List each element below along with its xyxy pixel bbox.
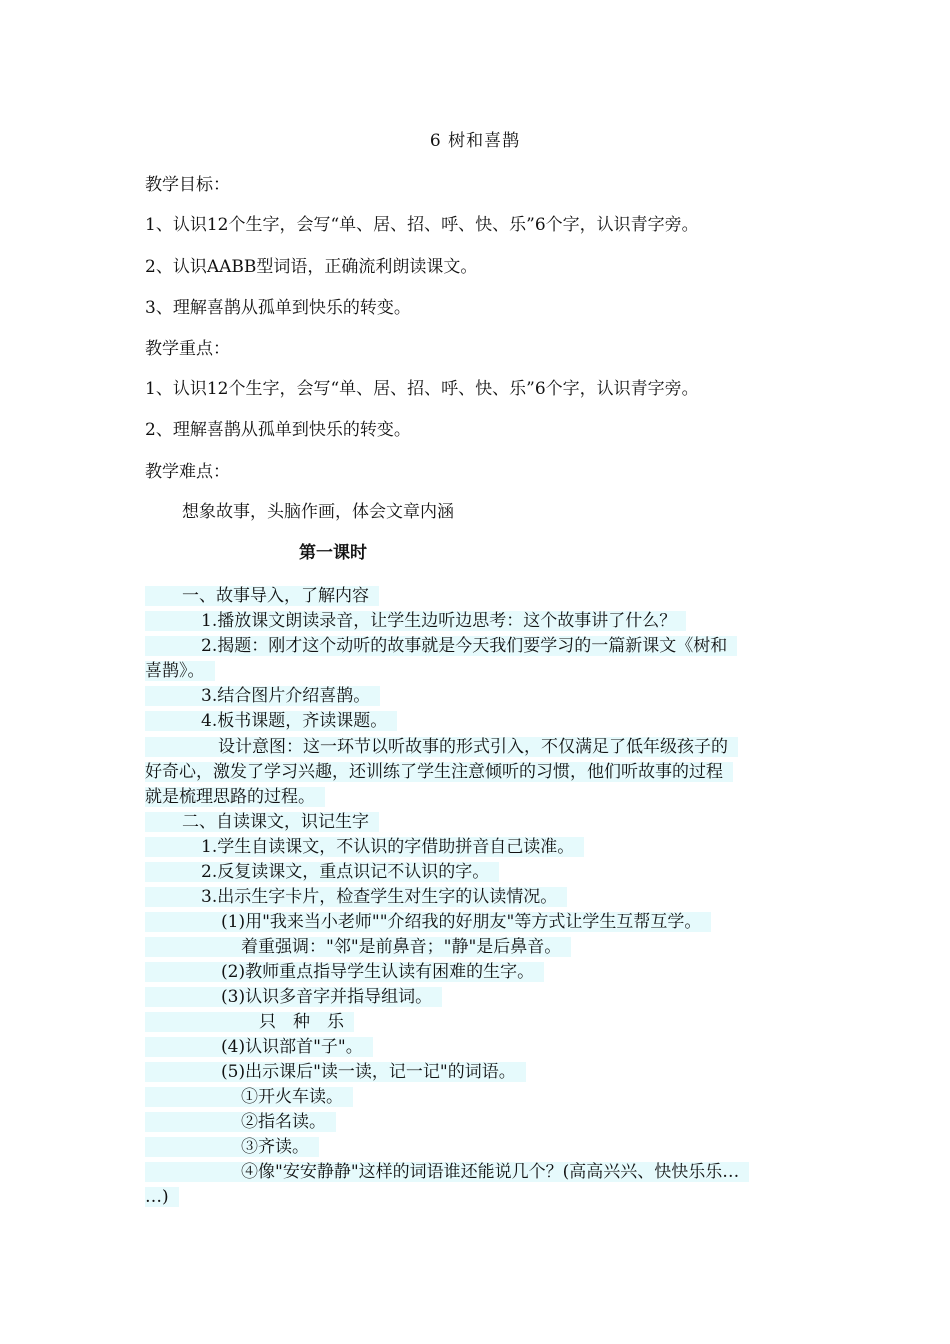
body-line-row xyxy=(145,835,584,859)
body-line: 二、自读课文，识记生字 xyxy=(145,812,379,832)
document-title: 6 树和喜鹊 xyxy=(429,131,521,151)
difficulty-text: 想象故事，头脑作画，体会文章内涵 xyxy=(182,502,454,522)
body-line-row xyxy=(145,684,380,708)
body-line: 一、故事导入，了解内容 xyxy=(145,586,379,606)
body-line-row xyxy=(145,910,711,934)
body-line: (1)用"我来当小老师""介绍我的好朋友"等方式让学生互帮互学。 xyxy=(145,912,711,932)
body-line: 1.学生自读课文，不认识的字借助拼音自己读准。 xyxy=(145,837,584,857)
body-line-row xyxy=(145,1060,526,1084)
body-line-row xyxy=(145,1010,354,1034)
body-line-row xyxy=(145,885,567,909)
focus-heading: 教学重点： xyxy=(145,339,230,359)
body-line: 3.出示生字卡片，检查学生对生字的认读情况。 xyxy=(145,887,567,907)
body-line: ①开火车读。 xyxy=(145,1087,353,1107)
body-line: 2.反复读课文，重点识记不认识的字。 xyxy=(145,862,499,882)
section-heading xyxy=(145,584,379,608)
body-line: 只 种 乐 xyxy=(145,1012,354,1032)
body-line-row xyxy=(145,1035,373,1059)
body-line-row xyxy=(145,735,738,759)
focus-item: 2、理解喜鹊从孤单到快乐的转变。 xyxy=(145,420,411,440)
goal-item: 1、认识12个生字，会写“单、居、招、呼、快、乐”6个字，认识青字旁。 xyxy=(145,215,699,235)
body-line: (3)认识多音字并指导组词。 xyxy=(145,987,442,1007)
body-line: 好奇心，激发了学习兴趣，还训练了学生注意倾听的习惯，他们听故事的过程 xyxy=(145,762,733,782)
body-line-row xyxy=(145,659,215,683)
body-line-row xyxy=(145,860,499,884)
body-line-row xyxy=(145,1185,179,1209)
body-line-row xyxy=(145,985,442,1009)
body-line: (4)认识部首"子"。 xyxy=(145,1037,373,1057)
body-line: (2)教师重点指导学生认读有困难的生字。 xyxy=(145,962,544,982)
body-line-row xyxy=(145,960,544,984)
focus-item: 1、认识12个生字，会写“单、居、招、呼、快、乐”6个字，认识青字旁。 xyxy=(145,379,699,399)
goal-item: 3、理解喜鹊从孤单到快乐的转变。 xyxy=(145,298,411,318)
body-line-row xyxy=(145,1135,319,1159)
body-line: ④像"安安静静"这样的词语谁还能说几个？(高高兴兴、快快乐乐… xyxy=(145,1162,749,1182)
body-line: 2.揭题：刚才这个动听的故事就是今天我们要学习的一篇新课文《树和 xyxy=(145,636,737,656)
goals-heading: 教学目标： xyxy=(145,175,230,195)
body-line: ②指名读。 xyxy=(145,1112,336,1132)
body-line: 3.结合图片介绍喜鹊。 xyxy=(145,686,380,706)
body-line: ③齐读。 xyxy=(145,1137,319,1157)
difficulty-heading: 教学难点： xyxy=(145,462,230,482)
body-line: 着重强调："邻"是前鼻音；"静"是后鼻音。 xyxy=(145,937,571,957)
body-line: 喜鹊》。 xyxy=(145,661,215,681)
body-line-row xyxy=(145,785,325,809)
body-line: 设计意图：这一环节以听故事的形式引入，不仅满足了低年级孩子的 xyxy=(145,737,738,757)
body-line-row xyxy=(145,1085,353,1109)
body-line: (5)出示课后"读一读，记一记"的词语。 xyxy=(145,1062,526,1082)
body-line: 4.板书课题，齐读课题。 xyxy=(145,711,397,731)
goal-item: 2、认识AABB型词语，正确流利朗读课文。 xyxy=(145,257,478,277)
body-line-row xyxy=(145,634,737,658)
lesson-heading: 第一课时 xyxy=(299,543,367,563)
body-line: 1.播放课文朗读录音，让学生边听边思考：这个故事讲了什么？ xyxy=(145,611,686,631)
body-line: …) xyxy=(145,1187,179,1207)
body-line: 就是梳理思路的过程。 xyxy=(145,787,325,807)
body-line-row xyxy=(145,1110,336,1134)
body-line-row xyxy=(145,709,397,733)
section-heading xyxy=(145,810,379,834)
body-line-row xyxy=(145,935,571,959)
body-line-row xyxy=(145,760,733,784)
body-line-row xyxy=(145,609,686,633)
body-line-row xyxy=(145,1160,749,1184)
